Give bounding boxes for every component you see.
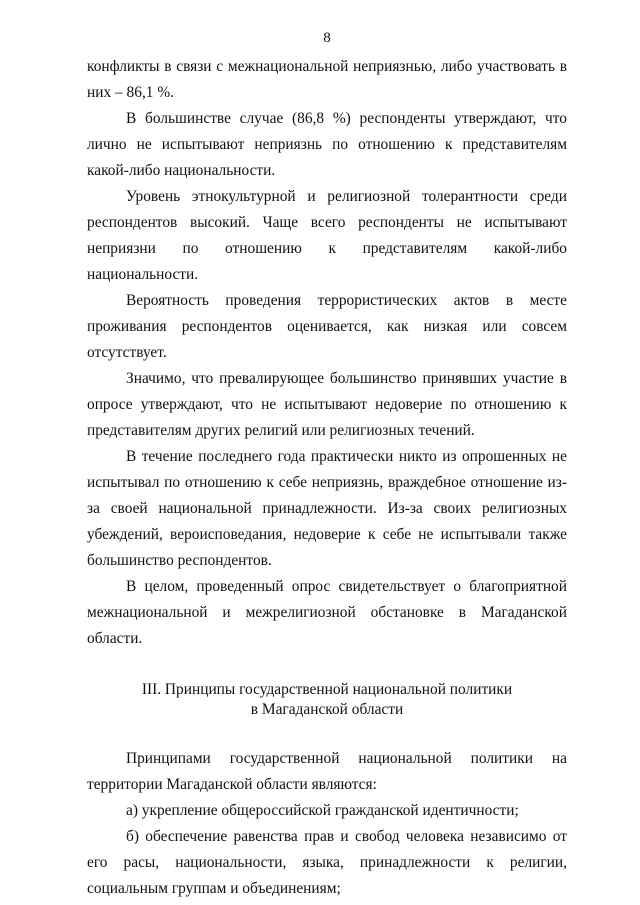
page-number: 8	[323, 30, 331, 46]
body-text-top	[87, 54, 567, 652]
paragraph: В течение последнего года практически никто из опрошенных не испытывал по отношению к себе неприязнь, враждебное отношение из-за своей национальной принадлежности. Из-за своих религиозных убеждений, вероисповедания, недоверие к себе не испытывали также большинство респондентов.	[87, 448, 567, 569]
document-page	[87, 28, 567, 902]
paragraph: В целом, проведенный опрос свидетельствует о благоприятной межнациональной и межрелигиозной обстановке в Магаданской области.	[87, 578, 567, 647]
paragraph: Уровень этнокультурной и религиозной толерантности среди респондентов высокий. Чаще всего респонденты не испытывают неприязни по отношению к представителям какой-либо национальности.	[87, 188, 567, 283]
section-heading-line: III. Принципы государственной национальной политики	[141, 681, 513, 698]
paragraph: Принципами государственной национальной политики на территории Магаданской области являются:	[87, 750, 567, 793]
body-text-bottom	[87, 746, 567, 902]
paragraph: Вероятность проведения террористических актов в месте проживания респондентов оценивается, как низкая или совсем отсутствует.	[87, 292, 567, 361]
paragraph: конфликты в связи с межнациональной неприязнью, либо участвовать в них – 86,1 %.	[87, 58, 567, 101]
paragraph: Значимо, что превалирующее большинство принявших участие в опросе утверждают, что не испытывают недоверие по отношению к представителям других религий или религиозных течений.	[87, 370, 567, 439]
section-heading	[87, 680, 567, 720]
paragraph: В большинстве случае (86,8 %) респонденты утверждают, что лично не испытывают неприязнь по отношению к представителям какой-либо национальности.	[87, 110, 567, 179]
section-heading-line: в Магаданской области	[250, 701, 404, 718]
paragraph: б) обеспечение равенства прав и свобод человека независимо от его расы, национальности, языка, принадлежности к религии, социальным группам и объединениям;	[87, 828, 567, 897]
paragraph: а) укрепление общероссийской гражданской идентичности;	[126, 802, 519, 819]
